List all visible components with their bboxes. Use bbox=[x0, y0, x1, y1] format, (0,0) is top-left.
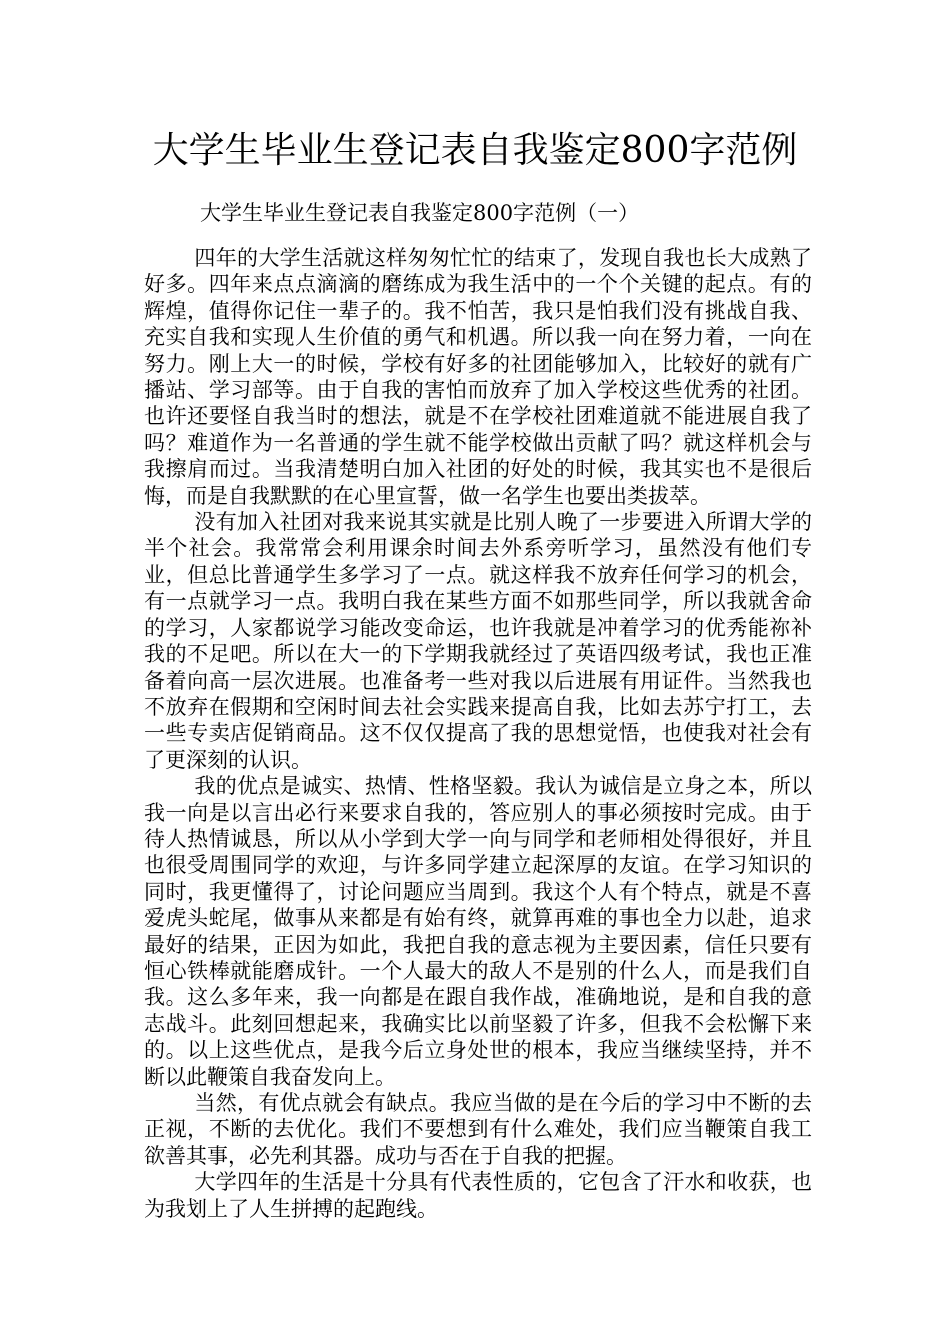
paragraph-2: 没有加入社团对我来说其实就是比别人晚了一步要进入所谓大学的半个社会。我常常会利用课余时间去外系旁听学习，虽然没有他们专业，但总比普通学生多学习了一点。就这样我不放弃任何学习的机会，有一点就学习一点。我明白我在某些方面不如那些同学，所以我就舍命的学习，人家都说学习能改变命运，也许我就是冲着学习的优秀能祢补我的不足吧。所以在大一的下学期我就经过了英语四级考试，我也正准备着向高一层次进展。也准备考一些对我以后进展有用证件。当然我也不放弃在假期和空闲时间去社会实践来提高自我，比如去苏宁打工，去一些专卖店促销商品。这不仅仅提高了我的思想觉悟，也使我对社会有了更深刻的认识。 bbox=[144, 510, 812, 772]
document-subtitle: 大学生毕业生登记表自我鉴定800字范例（一） bbox=[200, 201, 640, 225]
paragraph-1: 四年的大学生活就这样匆匆忙忙的结束了，发现自我也长大成熟了好多。四年来点点滴滴的磨练成为我生活中的一个个关键的起点。有的辉煌，值得你记住一辈子的。我不怕苦，我只是怕我们没有挑战自我、充实自我和实现人生价值的勇气和机遇。所以我一向在努力着，一向在努力。刚上大一的时候，学校有好多的社团能够加入，比较好的就有广播站、学习部等。由于自我的害怕而放弃了加入学校这些优秀的社团。也许还要怪自我当时的想法，就是不在学校社团难道就不能进展自我了吗？难道作为一名普通的学生就不能学校做出贡献了吗？就这样机会与我擦肩而过。当我清楚明白加入社团的好处的时候，我其实也不是很后悔，而是自我默默的在心里宣誓，做一名学生也要出类拔萃。 bbox=[144, 246, 812, 508]
document-title: 大学生毕业生登记表自我鉴定800字范例 bbox=[152, 130, 798, 171]
paragraph-5: 大学四年的生活是十分具有代表性质的，它包含了汗水和收获，也为我划上了人生拼搏的起跑线。 bbox=[144, 1170, 812, 1221]
paragraph-4: 当然，有优点就会有缺点。我应当做的是在今后的学习中不断的去正视，不断的去优化。我们不要想到有什么难处，我们应当鞭策自我工欲善其事，必先利其器。成功与否在于自我的把握。 bbox=[144, 1091, 812, 1168]
document-body bbox=[144, 245, 812, 1222]
paragraph-3: 我的优点是诚实、热情、性格坚毅。我认为诚信是立身之本，所以我一向是以言出必行来要求自我的，答应别人的事必须按时完成。由于待人热情诚恳，所以从小学到大学一向与同学和老师相处得很好，并且也很受周围同学的欢迎，与许多同学建立起深厚的友谊。在学习知识的同时，我更懂得了，讨论问题应当周到。我这个人有个特点，就是不喜爱虎头蛇尾，做事从来都是有始有终，就算再难的事也全力以赴，追求最好的结果，正因为如此，我把自我的意志视为主要因素，信任只要有恒心铁棒就能磨成针。一个人最大的敌人不是别的什么人，而是我们自我。这么多年来，我一向都是在跟自我作战，准确地说，是和自我的意志战斗。此刻回想起来，我确实比以前坚毅了许多，但我不会松懈下来的。以上这些优点，是我今后立身处世的根本，我应当继续坚持，并不断以此鞭策自我奋发向上。 bbox=[144, 774, 812, 1089]
